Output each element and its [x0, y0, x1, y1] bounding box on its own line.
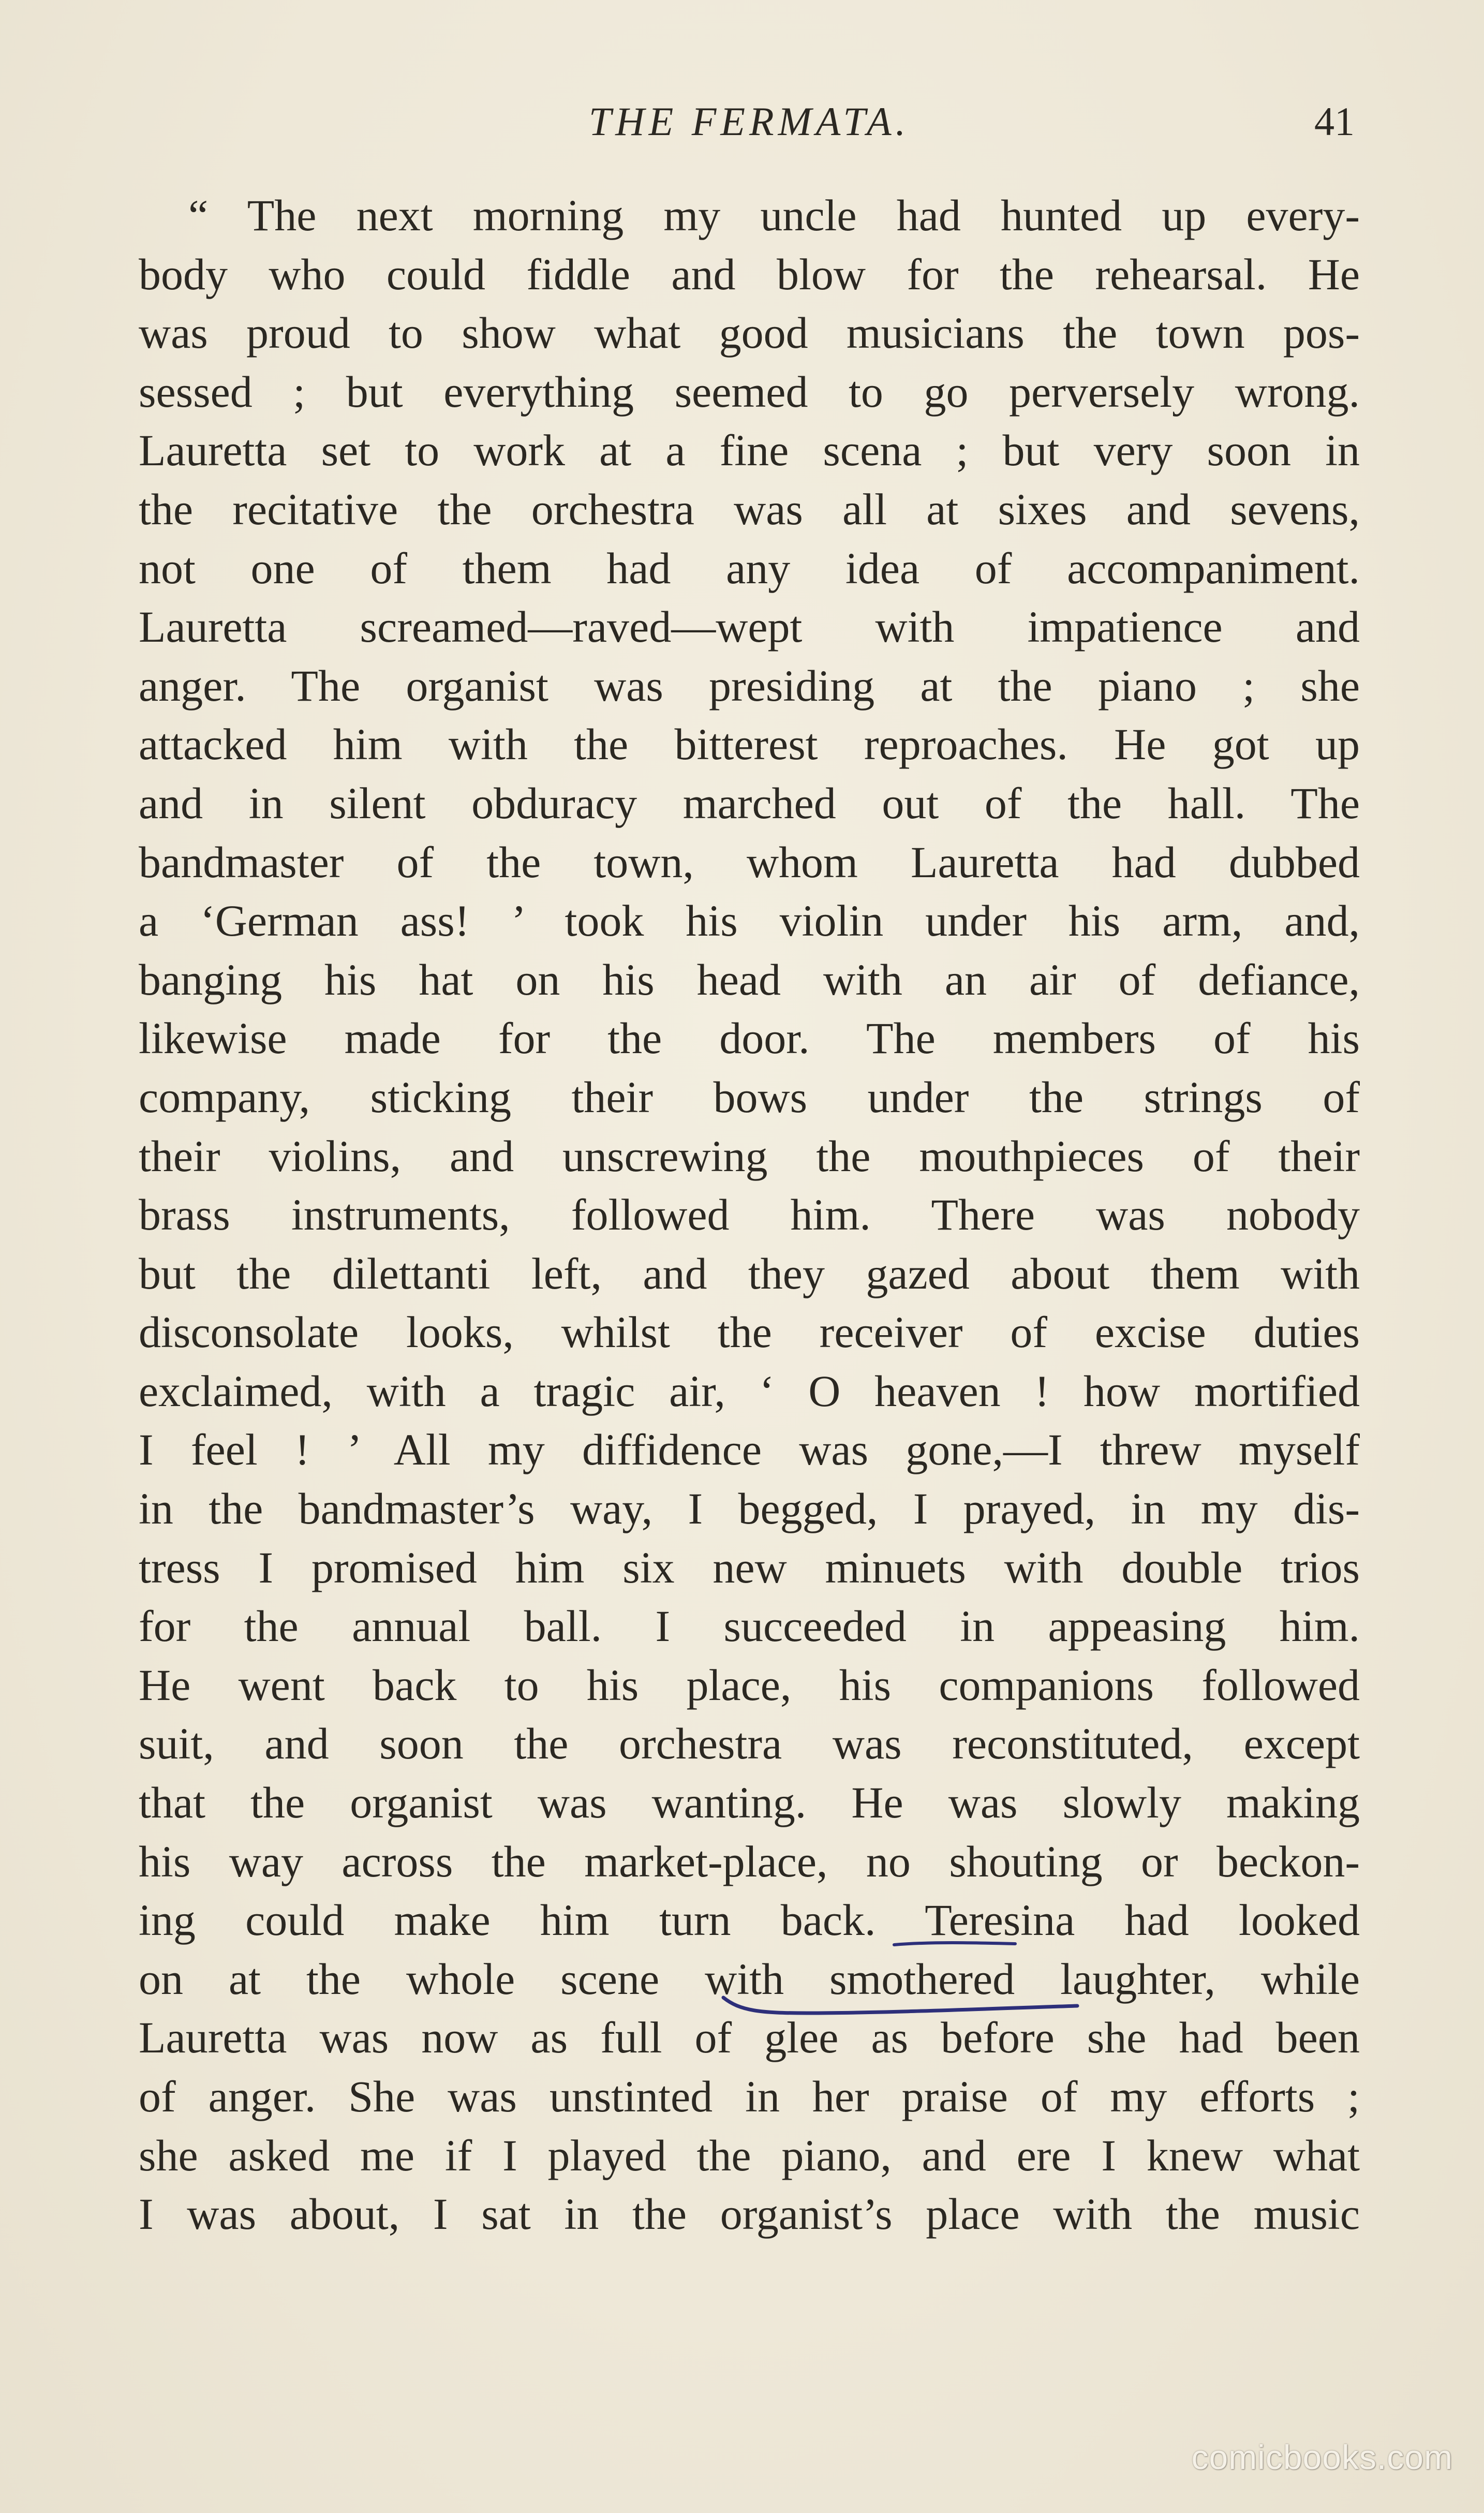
- text-line: in the bandmaster’s way, I begged, I prayed, in my dis-: [139, 1484, 1360, 1534]
- text-line: I was about, I sat in the organist’s place with the music: [139, 2189, 1360, 2239]
- text-line: company, sticking their bows under the strings of: [139, 1072, 1360, 1122]
- text-line: that the organist was wanting. He was slowly making: [139, 1778, 1360, 1828]
- text-line: a ‘German ass! ’ took his violin under his arm, and,: [139, 896, 1360, 946]
- text-line: exclaimed, with a tragic air, ‘ O heaven ! how mortified: [139, 1366, 1360, 1416]
- text-line: anger. The organist was presiding at the piano ; she: [139, 660, 1360, 711]
- text-line: bandmaster of the town, whom Lauretta had dubbed: [139, 837, 1360, 887]
- text-line: of anger. She was unstinted in her praise of my efforts ;: [139, 2072, 1360, 2121]
- text-line: likewise made for the door. The members of his: [139, 1013, 1360, 1063]
- text-line: ing could make him turn back. Teresina had looked: [139, 1895, 1360, 1945]
- text-line: she asked me if I played the piano, and ere I knew what: [139, 2130, 1360, 2180]
- text-line: sessed ; but everything seemed to go perversely wrong.: [139, 366, 1360, 417]
- text-line: suit, and soon the orchestra was reconstituted, except: [139, 1719, 1360, 1769]
- watermark: comicbooks.com: [1191, 2438, 1453, 2476]
- text-line: He went back to his place, his companions followed: [139, 1660, 1360, 1710]
- text-line: Lauretta was now as full of glee as before she had been: [139, 2013, 1360, 2063]
- body-text: [139, 186, 1360, 2244]
- text-line: their violins, and unscrewing the mouthpieces of their: [139, 1131, 1360, 1181]
- text-line: tress I promised him six new minuets with double trios: [139, 1542, 1360, 1592]
- text-line: body who could fiddle and blow for the rehearsal. He: [139, 249, 1360, 299]
- text-line: not one of them had any idea of accompaniment.: [139, 543, 1360, 593]
- text-line: the recitative the orchestra was all at sixes and sevens,: [139, 484, 1360, 534]
- text-line: disconsolate looks, whilst the receiver of excise duties: [139, 1307, 1360, 1357]
- text-line: Lauretta set to work at a fine scena ; but very soon in: [139, 425, 1360, 476]
- text-line: brass instruments, followed him. There was nobody: [139, 1190, 1360, 1240]
- text-line: on at the whole scene with smothered laughter, while: [139, 1954, 1360, 2004]
- text-line: for the annual ball. I succeeded in appeasing him.: [139, 1601, 1360, 1651]
- page-number: 41: [1314, 99, 1355, 144]
- text-line: banging his hat on his head with an air of defiance,: [139, 954, 1360, 1004]
- text-line: attacked him with the bitterest reproaches. He got up: [139, 719, 1360, 770]
- text-line: but the dilettanti left, and they gazed about them with: [139, 1248, 1360, 1298]
- running-head: [139, 93, 1360, 150]
- text-line: and in silent obduracy marched out of the hall. The: [139, 778, 1360, 828]
- text-line: was proud to show what good musicians the town pos-: [139, 308, 1360, 358]
- text-line: I feel ! ’ All my diffidence was gone,—I threw myself: [139, 1425, 1360, 1475]
- text-line: Lauretta screamed—raved—wept with impatience and: [139, 602, 1360, 652]
- text-line: his way across the market-place, no shouting or beckon-: [139, 1836, 1360, 1886]
- running-title: THE FERMATA.: [588, 99, 910, 144]
- text-line: “ The next morning my uncle had hunted up every-: [188, 190, 1360, 240]
